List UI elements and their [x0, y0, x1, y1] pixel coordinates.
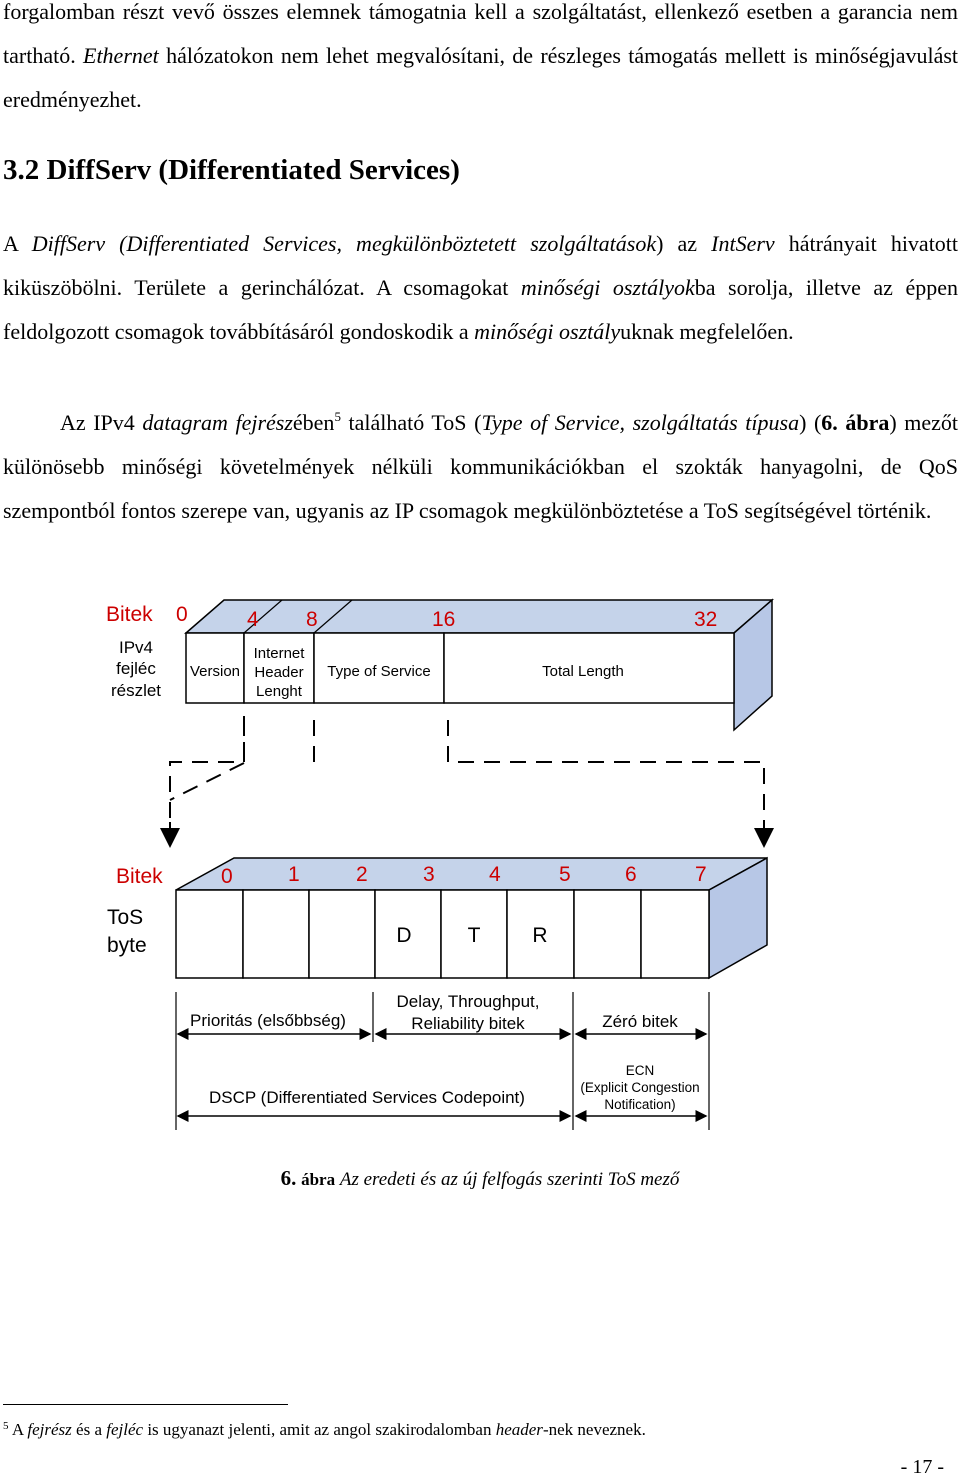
p1-text-a: A	[3, 231, 18, 256]
p1-text-c: hátrányait hivatott kiküszöbölni. Területe a gerinchálózat. A csomagokat	[3, 231, 959, 300]
tos-byte-block	[176, 858, 767, 978]
paragraph-diffserv	[3, 222, 958, 354]
dscp-label: DSCP (Differentiated Services Codepoint)	[209, 1088, 525, 1107]
p2-datagram-term: datagram fejrész	[142, 410, 293, 435]
tos-byte-label-line1: ToS	[107, 906, 144, 929]
proj-right-path	[448, 720, 764, 822]
caption-text: Az eredeti és az új felfogás szerinti ToS mező	[339, 1169, 680, 1190]
ipv4-label-line1: IPv4	[118, 638, 154, 657]
total-length-label: Total Length	[542, 663, 624, 680]
bottom-bit-6: 6	[625, 863, 637, 886]
figure-reference[interactable]: 6. ábra	[821, 410, 890, 435]
bottom-bit-3: 3	[423, 863, 435, 886]
tos-block-top-face	[176, 858, 767, 890]
zero-bits-label: Zéró bitek	[602, 1012, 678, 1031]
ipv4-label-line2: fejléc	[116, 659, 156, 678]
tos-field-diagram	[0, 590, 960, 1165]
intro-ethernet: Ethernet	[83, 43, 159, 68]
top-bit-32: 32	[694, 608, 718, 631]
tos-byte-label-line2: byte	[107, 934, 147, 957]
caption-number: 6.	[280, 1166, 297, 1190]
figure-caption	[0, 1166, 960, 1191]
paragraph-tos	[3, 401, 958, 533]
p2-text-c: található ToS (	[348, 410, 482, 435]
ihl-label-line3: Lenght	[256, 683, 302, 700]
top-bits-label: Bitek	[106, 603, 153, 626]
ecn-label-line3: Notification)	[604, 1097, 676, 1112]
p2-tos-term: Type of Service, szolgáltatás típusa	[481, 410, 800, 435]
p2-text-e: ) mezőt különösebb minőségi követelmények nélküli kommunikációkban el szokták hanyagolni, de QoS szempontból fontos szerepe van, ugyanis az IP csomagok megkülönböztetése a ToS segítségével történik.	[3, 410, 958, 523]
bit-d-label: D	[396, 924, 412, 947]
footnote-fejresz: fejrész	[27, 1420, 72, 1439]
intro-text-1: forgalomban részt vevő összes elemnek támogatnia kell a szolgáltatást, ellenkező esetben a garancia nem tartható.	[3, 0, 958, 68]
bottom-bit-2: 2	[356, 863, 368, 886]
bottom-bit-5: 5	[559, 863, 571, 886]
top-bit-0: 0	[176, 603, 188, 626]
top-bit-16: 16	[432, 608, 456, 631]
p1-text-e: uknak megfelelően.	[620, 319, 794, 344]
p1-diffserv-term: DiffServ (Differentiated Services, megkülönböztetett szolgáltatások	[31, 231, 657, 256]
bottom-bit-4: 4	[489, 863, 501, 886]
tos-bit-cell-1	[243, 890, 309, 978]
tos-bit-cell-2	[309, 890, 375, 978]
page-number: - 17 -	[900, 1456, 944, 1478]
version-label: Version	[189, 663, 241, 680]
ihl-label-line2: Header	[254, 664, 304, 681]
intro-text-2: hálózatokon nem lehet megvalósítani, de részleges támogatás mellett is minőségjavulást eredményezhet.	[3, 43, 959, 112]
bottom-bit-0: 0	[221, 865, 233, 888]
footnote-rule	[3, 1404, 288, 1405]
p1-qos-classes-term: minőségi osztályok	[520, 275, 695, 300]
dtr-label-line1: Delay, Throughput,	[396, 992, 540, 1011]
tos-bit-cell-0	[176, 890, 243, 978]
proj-left-path	[170, 720, 244, 822]
footnote-text-c: is ugyanazt jelenti, amit az angol szakirodalomban	[147, 1420, 492, 1439]
tos-label: Type of Service	[327, 663, 431, 680]
p2-text-b: ében	[292, 410, 335, 435]
ihl-label-line1: Internet	[253, 645, 305, 662]
p2-text-d: ) (	[799, 410, 822, 435]
tos-bit-cell-7	[641, 890, 709, 978]
footnote	[3, 1414, 646, 1442]
top-bit-4: 4	[247, 608, 259, 631]
p2-text-a: Az IPv4	[60, 410, 135, 435]
projection-lines	[170, 716, 764, 822]
top-bit-8: 8	[306, 608, 318, 631]
footnote-mark: 5	[3, 1420, 9, 1432]
priority-label: Prioritás (elsőbbség)	[190, 1011, 346, 1030]
p1-text-b: ) az	[656, 231, 698, 256]
ipv4-block-top-face	[186, 600, 772, 633]
section-heading: 3.2 DiffServ (Differentiated Services)	[3, 154, 460, 186]
p1-qos-class-term: minőségi osztály	[474, 319, 621, 344]
bottom-bit-1: 1	[288, 863, 300, 886]
bottom-bits-label: Bitek	[116, 865, 163, 888]
proj-left-horizontal	[170, 763, 244, 800]
p1-text-d: ba sorolja, illetve az éppen feldolgozott csomagok továbbításáról gondoskodik a	[3, 275, 958, 344]
footnote-fejlec: fejléc	[106, 1420, 144, 1439]
ecn-label-line1: ECN	[625, 1063, 655, 1078]
bit-t-label: T	[467, 924, 481, 947]
caption-word: ábra	[301, 1170, 336, 1189]
footnote-reference[interactable]: 5	[334, 409, 341, 424]
tos-bit-cell-6	[574, 890, 641, 978]
ecn-label-line2: (Explicit Congestion	[580, 1080, 700, 1095]
dtr-label-line2: Reliability bitek	[411, 1014, 525, 1033]
bit-r-label: R	[532, 924, 548, 947]
footnote-text-b: és a	[76, 1420, 103, 1439]
p1-intserv-term: IntServ	[711, 231, 775, 256]
footnote-header: header	[495, 1420, 543, 1439]
footnote-text-a: A	[11, 1420, 24, 1439]
intro-paragraph	[3, 0, 958, 122]
bottom-bit-7: 7	[695, 863, 707, 886]
footnote-text-d: -nek neveznek.	[542, 1420, 646, 1439]
ipv4-label-line3: részlet	[110, 681, 162, 700]
